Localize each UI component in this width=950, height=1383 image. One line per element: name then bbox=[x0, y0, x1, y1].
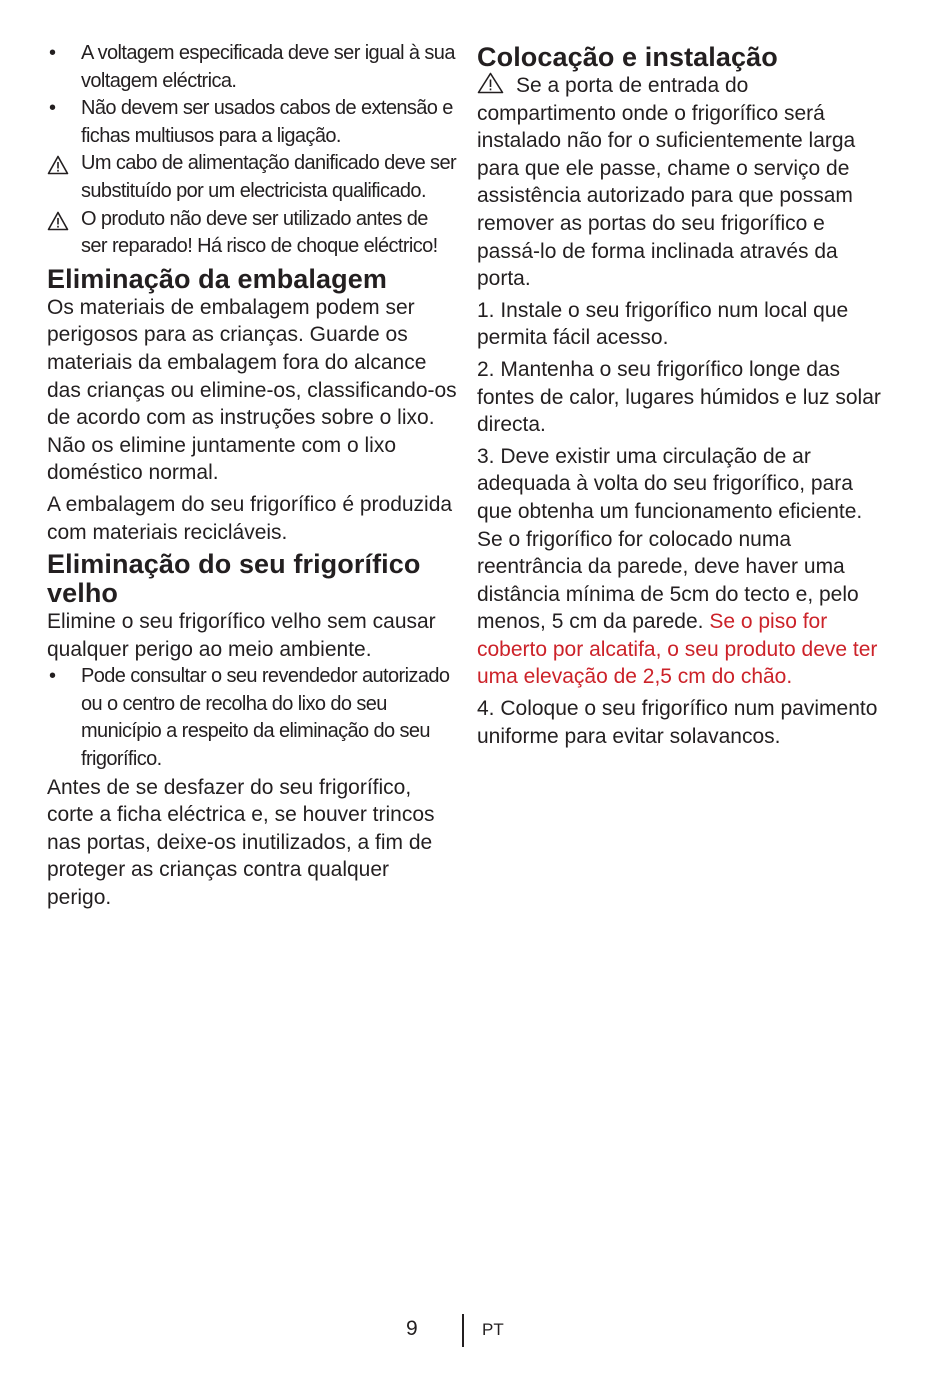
warning-item bbox=[47, 206, 457, 261]
packaging-paragraph: Os materiais de embalagem podem ser perigosos para as crianças. Guarde os materiais da embalagem fora do alcance das crianças ou elimine-os, classificando-os de acordo com as instruções sobre o lixo. Não os elimine juntamente com o lixo doméstico normal. bbox=[47, 295, 457, 485]
warning-triangle-icon bbox=[477, 72, 504, 94]
bullet-text: Pode consultar o seu revendedor autorizado ou o centro de recolha do lixo do seu município a respeito da eliminação do seu frigorífico. bbox=[81, 665, 450, 771]
warning-text: Um cabo de alimentação danificado deve ser substituído por um electricista qualificado. bbox=[81, 152, 457, 202]
section-heading-old-fridge: Eliminação do seu frigorífico velho bbox=[47, 549, 421, 609]
bullet-text: Não devem ser usados cabos de extensão e fichas multiusos para a ligação. bbox=[81, 97, 453, 147]
bullet-dot-icon: • bbox=[49, 665, 56, 688]
section-heading-packaging: Eliminação da embalagem bbox=[47, 263, 387, 294]
warning-text: Se a porta de entrada do compartimento onde o frigorífico será instalado não for o suficientemente larga para que ele passe, chame o serviço de assistência autorizado para que possam remover as portas do seu frigorífico e passá-lo de forma inclinada através da porta. bbox=[477, 74, 856, 291]
language-code: PT bbox=[482, 1320, 504, 1339]
installation-step-4: 4. Coloque o seu frigorífico num pavimento uniforme para evitar solavancos. bbox=[477, 697, 878, 748]
bullet-item bbox=[47, 663, 457, 773]
warning-item bbox=[47, 150, 457, 205]
bullet-item bbox=[47, 40, 457, 95]
bullet-text: A voltagem especificada deve ser igual à sua voltagem eléctrica. bbox=[81, 42, 455, 92]
bullet-dot-icon: • bbox=[49, 42, 56, 64]
right-column bbox=[477, 40, 887, 750]
bullet-dot-icon: • bbox=[49, 97, 56, 120]
section-heading-installation: Colocação e instalação bbox=[477, 42, 778, 72]
warning-triangle-icon bbox=[47, 155, 69, 175]
bullet-item bbox=[47, 95, 457, 150]
left-column bbox=[47, 40, 457, 912]
old-fridge-paragraph: Elimine o seu frigorífico velho sem causar qualquer perigo ao meio ambiente. bbox=[47, 610, 436, 661]
installation-warning bbox=[477, 72, 887, 293]
installation-step-1: 1. Instale o seu frigorífico num local que permita fácil acesso. bbox=[477, 298, 849, 350]
installation-step-3 bbox=[477, 443, 887, 691]
step-3-text: 3. Deve existir uma circulação de ar adequada à volta do seu frigorífico, para que obtenha um funcionamento eficiente. Se o frigorífico for colocado numa reentrância da parede, deve haver uma distância mínima de 5cm do tecto e, pelo menos, 5 cm da parede. bbox=[477, 444, 863, 634]
footer-divider bbox=[462, 1314, 464, 1347]
warning-triangle-icon bbox=[47, 211, 69, 231]
installation-step-2: 2. Mantenha o seu frigorífico longe das fontes de calor, lugares húmidos e luz solar directa. bbox=[477, 357, 881, 437]
old-fridge-paragraph: Antes de se desfazer do seu frigorífico, corte a ficha eléctrica e, se houver trincos nas portas, deixe-os inutilizados, a fim de proteger as crianças contra qualquer perigo. bbox=[47, 775, 435, 910]
page-number: 9 bbox=[406, 1317, 418, 1340]
packaging-paragraph: A embalagem do seu frigorífico é produzida com materiais recicláveis. bbox=[47, 492, 453, 544]
warning-text: O produto não deve ser utilizado antes de ser reparado! Há risco de choque eléctrico! bbox=[81, 207, 438, 258]
step-3-carpet-note: Se o piso for coberto por alcatifa, o seu produto deve ter uma elevação de 2,5 cm do chão. bbox=[477, 610, 878, 689]
